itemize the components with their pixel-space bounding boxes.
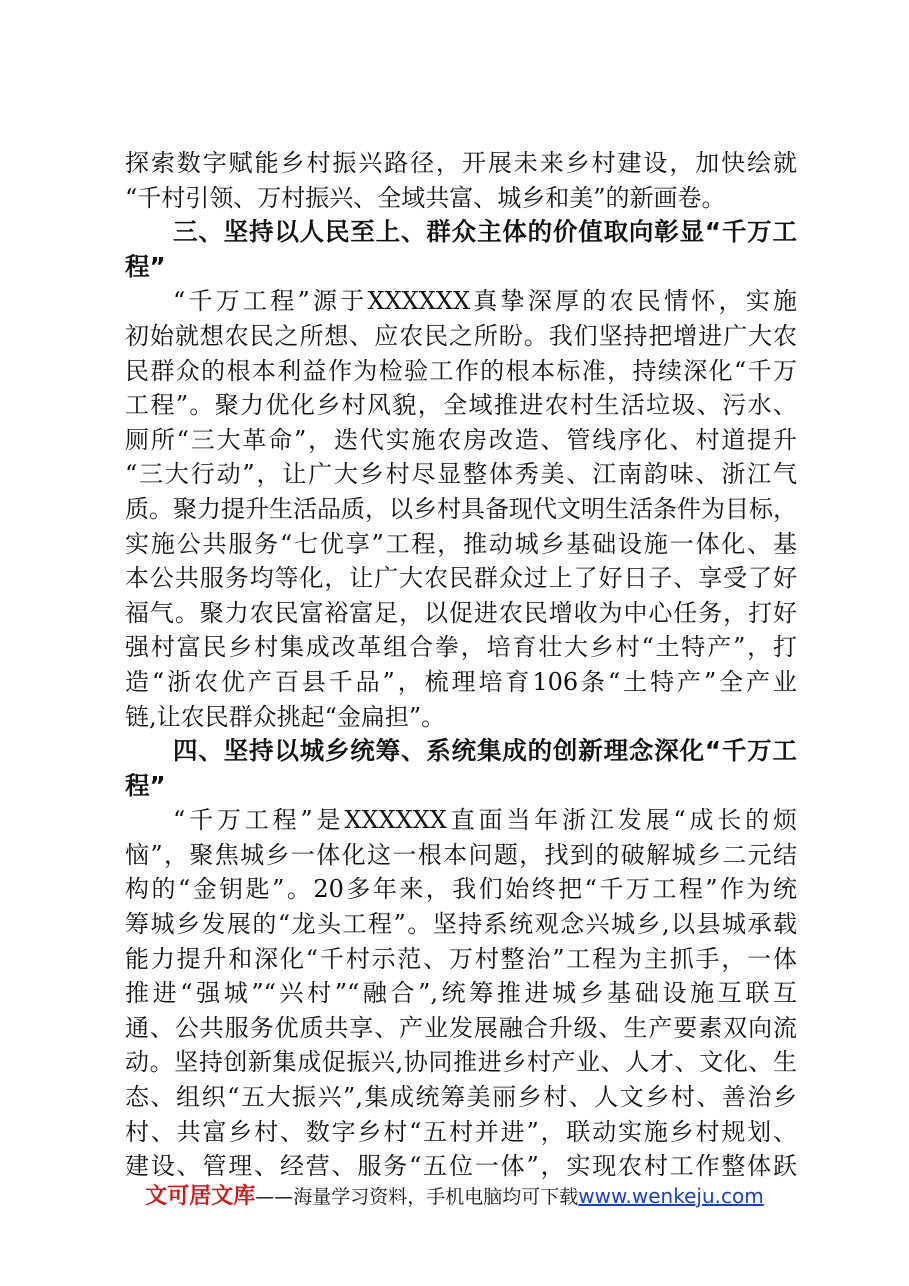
body-text-line: 本公共服务均等化，让广大农民群众过上了好日子、享受了好 — [125, 564, 797, 593]
section-heading-continuation: 程” — [125, 251, 166, 281]
body-text-line: 动。坚持创新集成促振兴,协同推进乡村产业、人才、文化、生 — [125, 1048, 797, 1077]
body-text-line: 强村富民乡村集成改革组合拳，培育壮大乡村“土特产”，打 — [125, 633, 797, 662]
body-text-line: 造“浙农优产百县千品”，梳理培育106条“土特产”全产业 — [125, 667, 797, 696]
section-heading: 四、坚持以城乡统筹、系统集成的创新理念深化“千万工 — [173, 736, 797, 766]
body-text-line: 建设、管理、经营、服务“五位一体”，实现农村工作整体跃 — [125, 1152, 797, 1181]
body-text-line: 村、共富乡村、数字乡村“五村并进”，联动实施乡村规划、 — [125, 1117, 797, 1146]
body-text-line: “千村引领、万村振兴、全域共富、城乡和美”的新画卷。 — [125, 183, 726, 212]
body-text-line: 实施公共服务“七优享”工程，推动城乡基础设施一体化、基 — [125, 529, 797, 558]
body-text-line: 初始就想农民之所想、应农民之所盼。我们坚持把增进广大农 — [125, 321, 797, 350]
paragraph-first-line: “千万工程”是XXXXXX直面当年浙江发展“成长的烦 — [173, 806, 797, 835]
body-text-line: 筹城乡发展的“龙头工程”。坚持系统观念兴城乡,以县城承载 — [125, 910, 797, 939]
body-text-line: 恼”，聚焦城乡一体化这一根本问题，找到的破解城乡二元结 — [125, 840, 797, 869]
body-text-line: 能力提升和深化“千村示范、万村整治”工程为主抓手，一体 — [125, 944, 797, 973]
footer-url-link[interactable]: www.wenkeju.com — [578, 1184, 764, 1208]
body-text-line: 链,让农民群众挑起“金扁担”。 — [125, 702, 446, 731]
body-text-line: 工程”。聚力优化乡村风貌，全域推进农村生活垃圾、污水、 — [125, 391, 797, 420]
section-heading-continuation: 程” — [125, 770, 166, 800]
paragraph-first-line: “千万工程”源于XXXXXX真挚深厚的农民情怀，实施 — [173, 287, 797, 316]
body-text-line: 推进“强城”“兴村”“融合”,统筹推进城乡基础设施互联互 — [125, 979, 797, 1008]
body-text-line: 民群众的根本利益作为检验工作的根本标准，持续深化“千万 — [125, 356, 797, 385]
body-text-line: 厕所“三大革命”，迭代实施农房改造、管线序化、村道提升 — [125, 425, 797, 454]
footer-banner — [0, 1178, 909, 1214]
footer-brand: 文可居文库 — [145, 1184, 256, 1209]
body-text-line: 质。聚力提升生活品质，以乡村具备现代文明生活条件为目标， — [125, 494, 797, 523]
body-text-line: “三大行动”，让广大乡村尽显整体秀美、江南韵味、浙江气 — [125, 460, 797, 489]
section-heading: 三、坚持以人民至上、群众主体的价值取向彰显“千万工 — [173, 217, 797, 247]
body-text-line: 通、公共服务优质共享、产业发展融合升级、生产要素双向流 — [125, 1013, 797, 1042]
body-text-line: 探索数字赋能乡村振兴路径，开展未来乡村建设，加快绘就 — [125, 149, 797, 177]
body-text-line: 态、组织“五大振兴”,集成统筹美丽乡村、人文乡村、善治乡 — [125, 1083, 797, 1112]
body-text-line: 福气。聚力农民富裕富足，以促进农民增收为中心任务，打好 — [125, 598, 797, 627]
body-text-line: 构的“金钥匙”。20多年来，我们始终把“千万工程”作为统 — [125, 875, 797, 904]
footer-tagline: ——海量学习资料，手机电脑均可下载 — [255, 1186, 579, 1208]
document-body — [125, 146, 797, 1184]
